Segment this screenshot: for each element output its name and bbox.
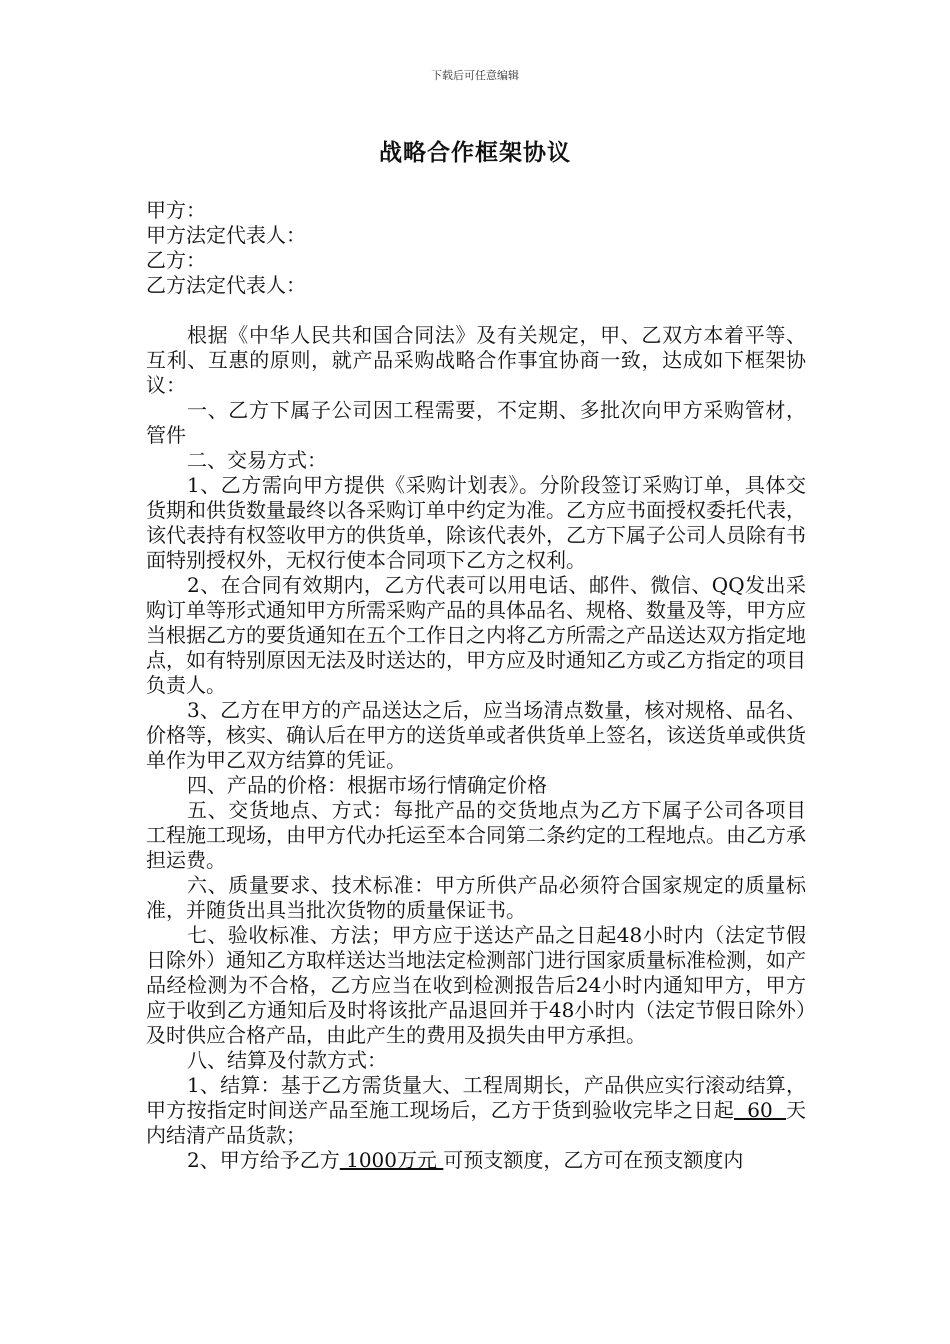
clause-2-heading: 二、交易方式： xyxy=(187,448,327,472)
clause-7: 七、验收标准、方法；甲方应于送达产品之日起48小时内（法定节假日除外）通知乙方取样送达当地法定检测部门进行国家质量标准检测，如产品经检测为不合格，乙方应当在收到检测报告后24小时内通知甲方，甲方应于收到乙方通知后及时将该批产品退回并于48小时内（法定节假日除外）及时供应合格产品，由此产生的费用及损失由甲方承担。 xyxy=(146,923,806,1047)
intro-paragraph: 根据《中华人民共和国合同法》及有关规定，甲、乙双方本着平等、互利、互惠的原则，就产品采购战略合作事宜协商一致，达成如下框架协议： xyxy=(146,323,806,397)
clause-8-item-1-text: 1、结算：基于乙方需货量大、工程周期长，产品供应实行滚动结算，甲方按指定时间送产品至施工现场后，乙方于货到验收完毕之日起 xyxy=(146,1073,806,1122)
header-note: 下载后可任意编辑 xyxy=(431,69,519,82)
blank-line xyxy=(146,298,806,323)
clause-2-item-3: 3、乙方在甲方的产品送达之后，应当场清点数量，核对规格、品名、价格等，核实、确认后在甲方的送货单或者供货单上签名，该送货单或供货单作为甲乙双方结算的凭证。 xyxy=(146,698,806,772)
clause-8-heading: 八、结算及付款方式： xyxy=(187,1048,387,1072)
clause-4: 四、产品的价格：根据市场行情确定价格 xyxy=(187,773,547,797)
clause-6: 六、质量要求、技术标准：甲方所供产品必须符合国家规定的质量标准，并随货出具当批次货物的质量保证书。 xyxy=(146,873,806,922)
party-b-representative-label: 乙方法定代表人： xyxy=(146,273,306,297)
clause-8-item-2 xyxy=(146,1148,806,1173)
clause-1: 一、乙方下属子公司因工程需要，不定期、多批次向甲方采购管材，管件 xyxy=(146,398,806,447)
party-a-representative-label: 甲方法定代表人： xyxy=(146,223,306,247)
party-a-label: 甲方： xyxy=(146,198,206,222)
clause-8-item-2-tail: 可预支额度，乙方可在预支额度内 xyxy=(443,1148,744,1172)
prepay-amount-value: 1000万元 xyxy=(339,1148,444,1172)
settlement-days-value: 60 xyxy=(734,1098,786,1122)
clause-5: 五、交货地点、方式：每批产品的交货地点为乙方下属子公司各项目工程施工现场，由甲方代办托运至本合同第二条约定的工程地点。由乙方承担运费。 xyxy=(146,798,806,872)
document-body xyxy=(146,198,806,1173)
clause-2-item-1: 1、乙方需向甲方提供《采购计划表》。分阶段签订采购订单，具体交货期和供货数量最终以各采购订单中约定为准。乙方应书面授权委托代表，该代表持有权签收甲方的供货单，除该代表外，乙方下属子公司人员除有书面特别授权外，无权行使本合同项下乙方之权利。 xyxy=(146,473,806,572)
document-title: 战略合作框架协议 xyxy=(379,139,571,166)
clause-2-item-2: 2、在合同有效期内，乙方代表可以用电话、邮件、微信、QQ发出采购订单等形式通知甲方所需采购产品的具体品名、规格、数量及等，甲方应当根据乙方的要货通知在五个工作日之内将乙方所需之产品送达双方指定地点，如有特别原因无法及时送达的，甲方应及时通知乙方或乙方指定的项目负责人。 xyxy=(146,573,806,697)
clause-8-item-2-text: 2、甲方给予乙方 xyxy=(187,1148,340,1172)
clause-8-item-1 xyxy=(146,1073,806,1148)
clause-8-item-1-tail: 天内结清产品货款； xyxy=(146,1098,806,1147)
party-b-label: 乙方： xyxy=(146,248,206,272)
